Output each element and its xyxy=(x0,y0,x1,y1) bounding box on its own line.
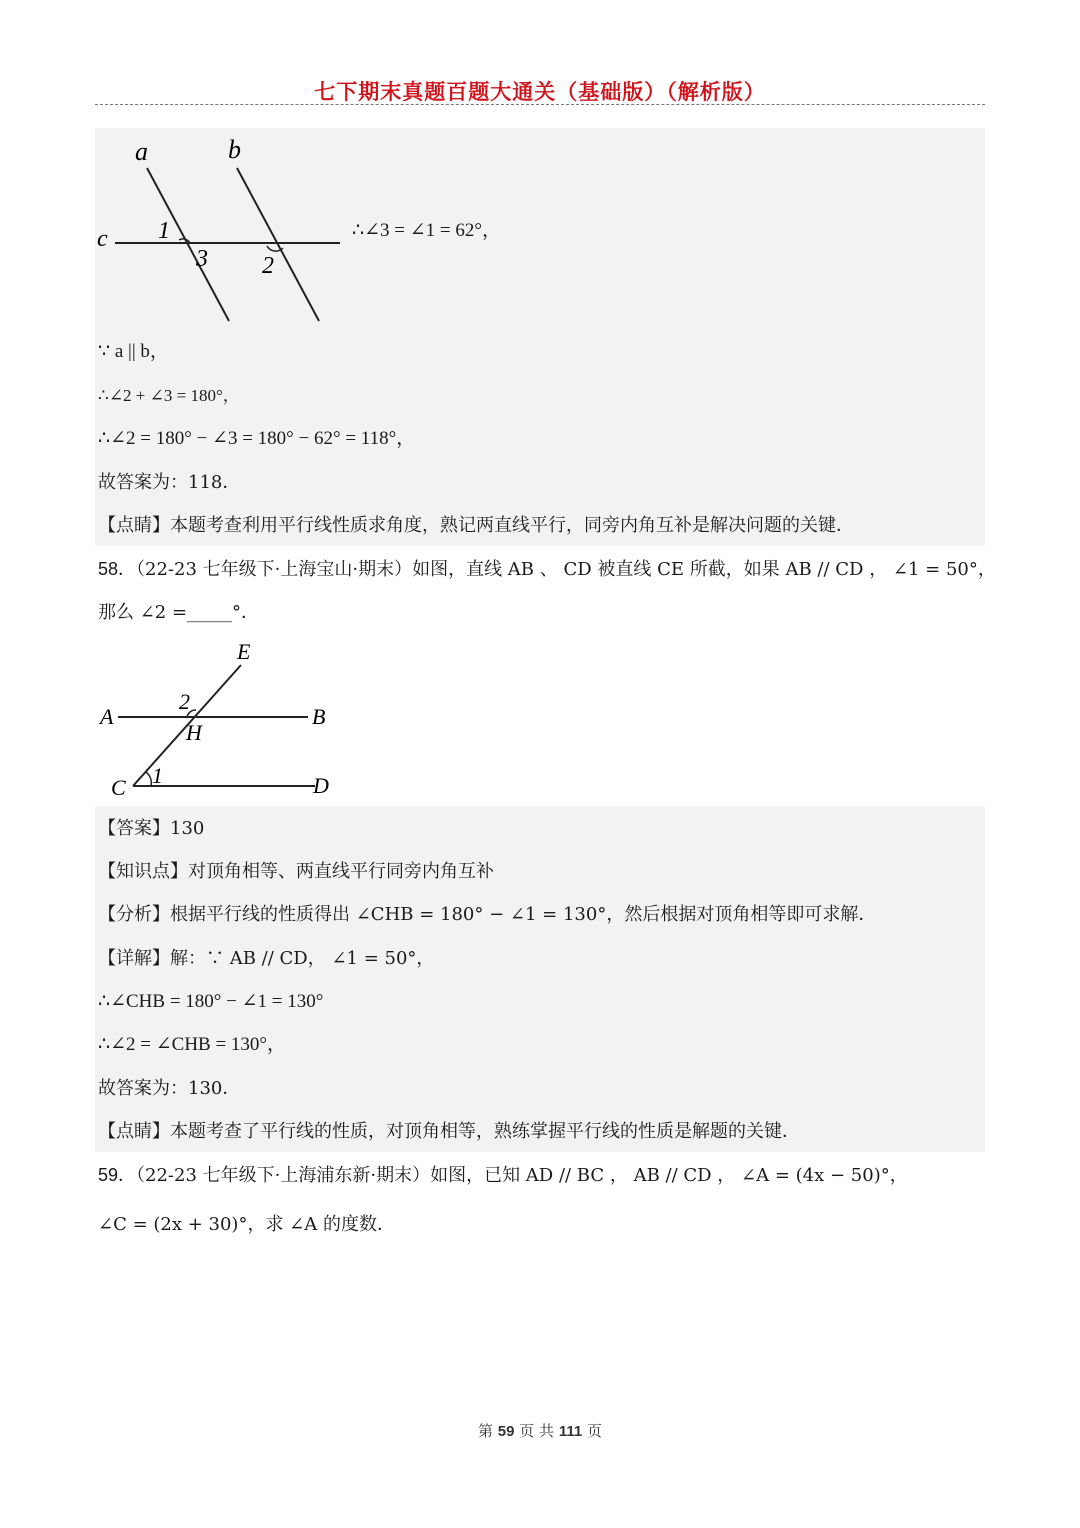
label-H: H xyxy=(186,720,202,745)
label-angle-1: 1 xyxy=(158,218,170,244)
q57-step-1: ∴∠3 = ∠1 = 62°， xyxy=(352,220,501,241)
label-c: c xyxy=(97,226,108,252)
angle-1-arc xyxy=(146,772,151,786)
q58-question-line-1 xyxy=(98,557,996,582)
q59-question-text: （22-23 七年级下·上海浦东新·期末）如图，已知 AD // BC ， AB // CD ， ∠A = (4x − 50)°， xyxy=(136,1165,908,1186)
label-angle-1: 1 xyxy=(152,763,163,788)
footer-mid: 页 共 xyxy=(519,1422,555,1440)
q58-question-line-2: 那么 ∠2 =_____°． xyxy=(98,602,260,623)
q58-answer: 【答案】130 xyxy=(98,818,205,839)
label-angle-2: 2 xyxy=(179,689,190,714)
q57-step-4: ∴∠2 = 180° − ∠3 = 180° − 62° = 118°， xyxy=(98,428,416,449)
q58-detail-3: ∴∠2 = ∠CHB = 130°， xyxy=(98,1034,287,1055)
q58-detail-2: ∴∠CHB = 180° − ∠1 = 130° xyxy=(98,991,324,1012)
label-E: E xyxy=(237,639,251,664)
label-a: a xyxy=(135,137,148,166)
footer-total-pages: 111 xyxy=(558,1423,583,1440)
page-footer xyxy=(0,1420,1080,1441)
figure-parallel-lines-abc xyxy=(95,128,355,328)
footer-prefix: 第 xyxy=(478,1422,494,1440)
q58-number: 58． xyxy=(98,559,137,579)
q59-question-line-2: ∠C = (2x + 30)°，求 ∠A 的度数． xyxy=(98,1214,395,1235)
q57-comment: 【点睛】本题考查利用平行线性质求角度，熟记两直线平行，同旁内角互补是解决问题的关键． xyxy=(98,515,854,536)
q57-answer-line: 故答案为：118． xyxy=(98,472,241,493)
q58-knowledge: 【知识点】对顶角相等、两直线平行同旁内角互补 xyxy=(98,861,494,882)
q58-comment: 【点睛】本题考查了平行线的性质，对顶角相等，熟练掌握平行线的性质是解题的关键． xyxy=(98,1121,800,1142)
line-a xyxy=(147,168,229,321)
label-angle-2: 2 xyxy=(262,253,274,279)
q57-step-2: ∵ a || b， xyxy=(98,341,169,362)
label-D: D xyxy=(313,773,329,798)
line-b xyxy=(237,168,319,321)
q57-step-3: ∴∠2 + ∠3 = 180°， xyxy=(98,386,240,405)
label-B: B xyxy=(312,704,326,729)
q58-answer-line: 故答案为：130． xyxy=(98,1078,241,1099)
header-divider xyxy=(95,104,985,105)
footer-page-number: 59 xyxy=(497,1423,515,1440)
q59-number: 59． xyxy=(98,1165,137,1185)
q58-question-text: （22-23 七年级下·上海宝山·期末）如图，直线 AB 、 CD 被直线 CE 所截，如果 AB // CD ， ∠1 = 50°， xyxy=(136,559,996,580)
label-b: b xyxy=(228,135,241,164)
page-header-title: 七下期末真题百题大通关（基础版）（解析版） xyxy=(314,80,766,104)
q59-question-line-1 xyxy=(98,1163,908,1188)
label-angle-3: 3 xyxy=(196,246,208,272)
footer-suffix: 页 xyxy=(586,1422,602,1440)
q58-detail-1: 【详解】解：∵ AB // CD， ∠1 = 50°， xyxy=(98,948,435,969)
q58-analysis: 【分析】根据平行线的性质得出 ∠CHB = 180° − ∠1 = 130°，然后根据对顶角相等即可求解． xyxy=(98,904,877,925)
figure-transversal-ce xyxy=(95,635,355,805)
label-A: A xyxy=(100,704,114,729)
label-C: C xyxy=(111,775,126,800)
